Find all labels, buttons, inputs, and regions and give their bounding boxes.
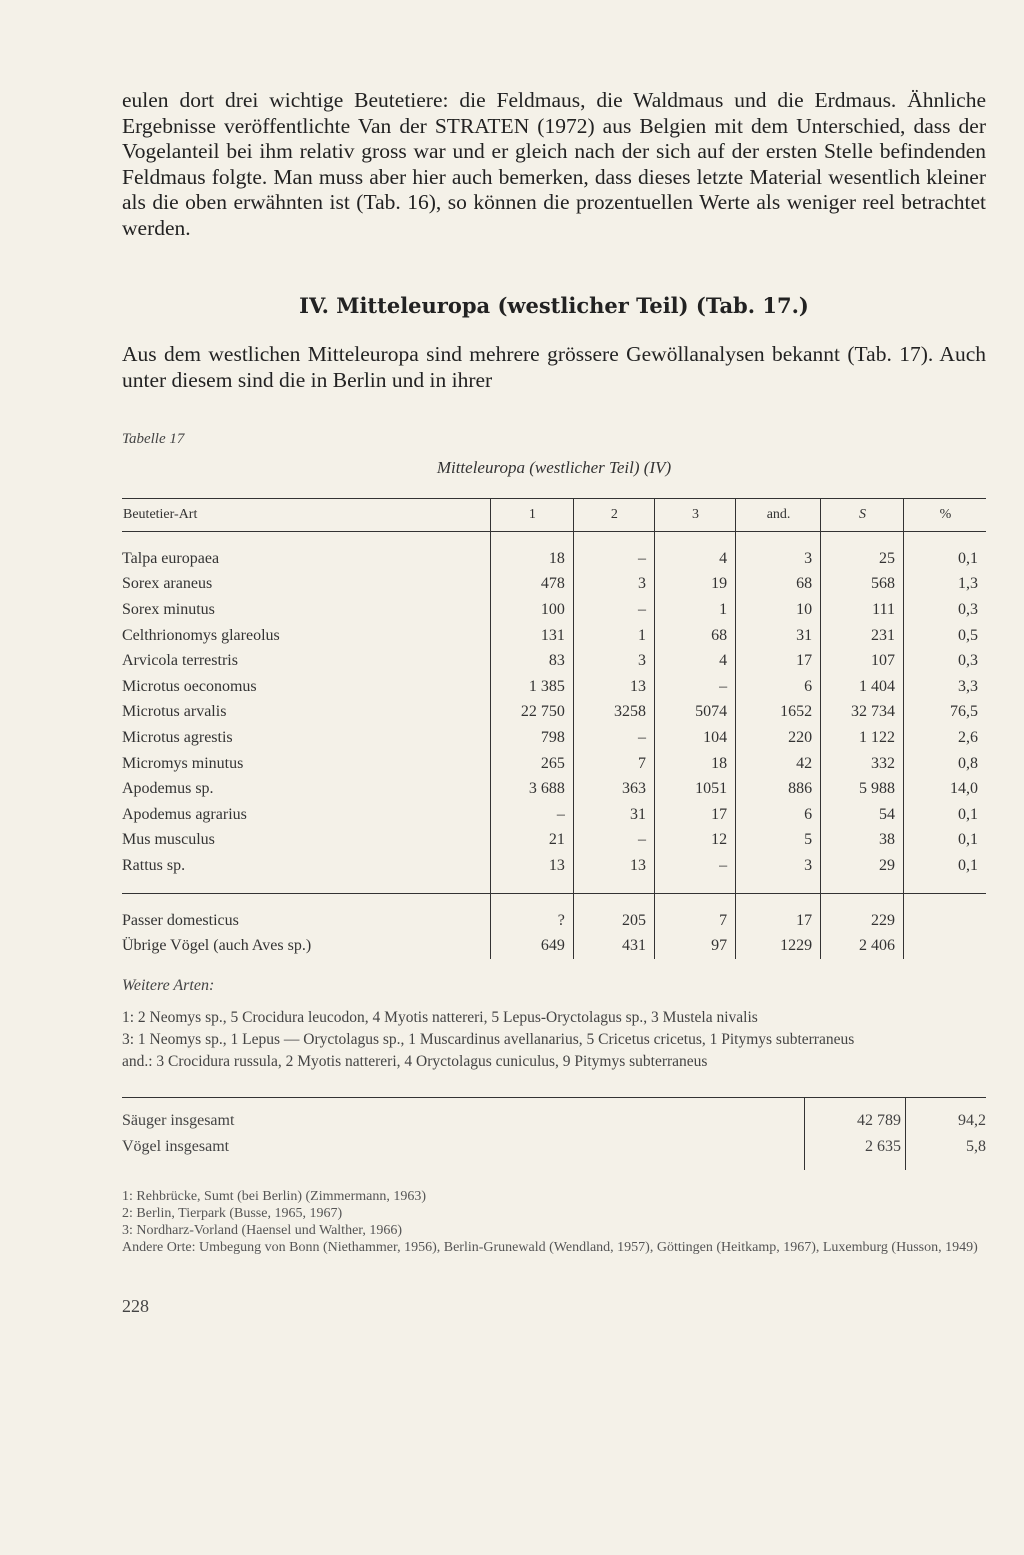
value-cell: 31 <box>573 802 654 828</box>
table-row <box>122 532 986 572</box>
species-name-cell: Mus musculus <box>122 831 215 849</box>
value-cell: – <box>654 674 735 700</box>
value-cell: 265 <box>490 751 573 777</box>
body-paragraph-1: eulen dort drei wichtige Beutetiere: die Feldmaus, die Waldmaus und die Erdmaus. Ähnliche Ergebnisse veröffentlichte Van der STRATEN (1972) aus Belgien mit dem Unterschied, dass der Vogelanteil bei ihm relativ gross war und er gleich nach der sich auf der ersten Stelle befindenden Feldmaus folgte. Man muss aber hier auch bemerken, dass dieses letzte Material wesentlich kleiner als die oben erwähnten ist (Tab. 16), so können die prozentuellen Werte als weniger reel betrachtet werden. <box>122 88 986 240</box>
document-page <box>122 88 986 1317</box>
value-cell: 3 <box>573 572 654 598</box>
value-cell: 18 <box>490 532 573 572</box>
value-cell: 42 <box>736 751 821 777</box>
species-name-cell: Talpa europaea <box>122 549 220 567</box>
value-cell: 0,1 <box>903 802 986 828</box>
header-col-sum: S <box>821 499 904 532</box>
value-cell: – <box>654 853 735 893</box>
species-name-cell: Rattus sp. <box>122 856 186 874</box>
value-cell: 431 <box>573 933 654 959</box>
value-cell: 5074 <box>654 700 735 726</box>
species-name-cell: Apodemus sp. <box>122 780 214 798</box>
value-cell: 3 <box>573 648 654 674</box>
species-name-cell: Sorex araneus <box>122 575 213 593</box>
value-cell: 100 <box>490 597 573 623</box>
species-name-cell: Microtus arvalis <box>122 703 227 721</box>
species-name-cell: Microtus oeconomus <box>122 677 257 695</box>
value-cell: 6 <box>736 674 821 700</box>
value-cell: 3 <box>736 853 821 893</box>
weitere-entry: 3: 1 Neomys sp., 1 Lepus — Oryctolagus sp., 1 Muscardinus avellanarius, 5 Cricetus cricetus, 1 Pitymys subterraneus <box>122 1030 855 1048</box>
table-row <box>122 674 986 700</box>
value-cell: 107 <box>821 648 904 674</box>
species-name-cell: Celthrionomys glareolus <box>122 626 280 644</box>
species-name-cell: Sorex minutus <box>122 600 215 618</box>
value-cell: 1 <box>654 597 735 623</box>
value-cell: 1,3 <box>903 572 986 598</box>
value-cell: 18 <box>654 751 735 777</box>
totals-label: Vögel insgesamt <box>122 1137 230 1155</box>
value-cell: 568 <box>821 572 904 598</box>
value-cell: 3 688 <box>490 776 573 802</box>
value-cell: 1652 <box>736 700 821 726</box>
value-cell: 25 <box>821 532 904 572</box>
header-col-and: and. <box>736 499 821 532</box>
value-cell: 2 406 <box>821 933 904 959</box>
species-name-cell: Micromys minutus <box>122 754 244 772</box>
table-row <box>122 802 986 828</box>
table-row <box>122 572 986 598</box>
value-cell: 68 <box>736 572 821 598</box>
table-row <box>122 700 986 726</box>
footnote: 1: Rehbrücke, Sumt (bei Berlin) (Zimmermann, 1963) <box>122 1188 427 1204</box>
value-cell: 229 <box>821 893 904 933</box>
header-col-1: 1 <box>490 499 573 532</box>
totals-row <box>122 1134 986 1170</box>
value-cell: 17 <box>654 802 735 828</box>
value-cell: 478 <box>490 572 573 598</box>
species-name-cell: Passer domesticus <box>122 893 490 933</box>
value-cell: 3,3 <box>903 674 986 700</box>
body-paragraph-2: Aus dem westlichen Mitteleuropa sind mehrere grössere Gewöllanalysen bekannt (Tab. 17). Auch unter diesem sind die in Berlin und in ihrer <box>122 342 986 392</box>
value-cell: 3 <box>736 532 821 572</box>
species-name-cell: Apodemus agrarius <box>122 805 247 823</box>
value-cell: 38 <box>821 828 904 854</box>
value-cell: – <box>573 828 654 854</box>
value-cell: 0,3 <box>903 597 986 623</box>
table-row <box>122 933 986 959</box>
table-row <box>122 853 986 893</box>
totals-percent: 94,2 <box>906 1097 987 1134</box>
value-cell: – <box>573 725 654 751</box>
value-cell: 231 <box>821 623 904 649</box>
footnote: Andere Orte: Umbegung von Bonn (Niethammer, 1956), Berlin-Grunewald (Wendland, 1957), Göttingen (Heitkamp, 1967), Luxemburg (Husson, 1949) <box>122 1239 978 1255</box>
value-cell: 4 <box>654 648 735 674</box>
value-cell: ? <box>490 893 573 933</box>
prey-table <box>122 498 986 959</box>
section-heading: IV. Mitteleuropa (westlicher Teil) (Tab. 17.) <box>299 293 809 318</box>
value-cell: 104 <box>654 725 735 751</box>
value-cell: 4 <box>654 532 735 572</box>
weitere-arten-list <box>122 1007 986 1073</box>
weitere-entry: and.: 3 Crocidura russula, 2 Myotis nattereri, 4 Oryctolagus cuniculus, 9 Pitymys subterraneus <box>122 1052 708 1070</box>
table-row <box>122 597 986 623</box>
value-cell: 1 404 <box>821 674 904 700</box>
value-cell: 76,5 <box>903 700 986 726</box>
value-cell: 798 <box>490 725 573 751</box>
table-row <box>122 648 986 674</box>
species-name-cell: Übrige Vögel (auch Aves sp.) <box>122 937 312 955</box>
value-cell: 1 <box>573 623 654 649</box>
value-cell: 14,0 <box>903 776 986 802</box>
value-cell: 0,5 <box>903 623 986 649</box>
value-cell: 131 <box>490 623 573 649</box>
value-cell: – <box>490 802 573 828</box>
species-name-cell: Microtus agrestis <box>122 728 233 746</box>
value-cell: 0,1 <box>903 532 986 572</box>
value-cell: 31 <box>736 623 821 649</box>
value-cell: 1051 <box>654 776 735 802</box>
value-cell: 13 <box>573 853 654 893</box>
value-cell: 0,8 <box>903 751 986 777</box>
value-cell: – <box>573 597 654 623</box>
value-cell: 0,3 <box>903 648 986 674</box>
header-col-2: 2 <box>573 499 654 532</box>
table-row <box>122 893 986 933</box>
value-cell: 21 <box>490 828 573 854</box>
value-cell: 12 <box>654 828 735 854</box>
value-cell: 332 <box>821 751 904 777</box>
value-cell: 3258 <box>573 700 654 726</box>
value-cell: 7 <box>654 893 735 933</box>
value-cell: 1 385 <box>490 674 573 700</box>
footnotes <box>122 1188 986 1256</box>
totals-row <box>122 1097 986 1134</box>
value-cell: 205 <box>573 893 654 933</box>
totals-table <box>122 1097 986 1170</box>
value-cell: 54 <box>821 802 904 828</box>
value-cell: 13 <box>490 853 573 893</box>
value-cell: 17 <box>736 648 821 674</box>
value-cell: 19 <box>654 572 735 598</box>
table-row <box>122 623 986 649</box>
value-cell: 68 <box>654 623 735 649</box>
table-label: Tabelle 17 <box>122 431 185 447</box>
value-cell: 97 <box>654 933 735 959</box>
value-cell: 7 <box>573 751 654 777</box>
value-cell: 1229 <box>736 933 821 959</box>
table-row <box>122 828 986 854</box>
footnote: 2: Berlin, Tierpark (Busse, 1965, 1967) <box>122 1205 343 1221</box>
value-cell: 5 988 <box>821 776 904 802</box>
table-title: Mitteleuropa (westlicher Teil) (IV) <box>436 458 672 477</box>
value-cell: 29 <box>821 853 904 893</box>
weitere-arten-label: Weitere Arten: <box>122 976 215 994</box>
page-number: 228 <box>122 1295 149 1316</box>
weitere-entry: 1: 2 Neomys sp., 5 Crocidura leucodon, 4 Myotis nattereri, 5 Lepus-Oryctolagus sp., 3 Mustela nivalis <box>122 1008 758 1026</box>
value-cell: 6 <box>736 802 821 828</box>
value-cell: 22 750 <box>490 700 573 726</box>
value-cell: 220 <box>736 725 821 751</box>
table-header-row <box>122 499 986 532</box>
value-cell: 83 <box>490 648 573 674</box>
value-cell: 0,1 <box>903 828 986 854</box>
value-cell: 2,6 <box>903 725 986 751</box>
value-cell: 13 <box>573 674 654 700</box>
totals-percent: 5,8 <box>906 1134 987 1170</box>
value-cell: 10 <box>736 597 821 623</box>
value-cell: 363 <box>573 776 654 802</box>
value-cell: – <box>573 532 654 572</box>
value-cell: 1 122 <box>821 725 904 751</box>
value-cell: 5 <box>736 828 821 854</box>
header-species: Beutetier-Art <box>122 499 490 532</box>
value-cell: 111 <box>821 597 904 623</box>
value-cell: 886 <box>736 776 821 802</box>
totals-count: 2 635 <box>805 1134 906 1170</box>
table-row <box>122 776 986 802</box>
empty-percent-cell <box>903 933 986 959</box>
value-cell: 649 <box>490 933 573 959</box>
totals-label: Säuger insgesamt <box>122 1111 235 1129</box>
species-name-cell: Arvicola terrestris <box>122 652 238 670</box>
value-cell: 32 734 <box>821 700 904 726</box>
value-cell: 17 <box>736 893 821 933</box>
header-col-3: 3 <box>654 499 735 532</box>
empty-percent-cell <box>903 893 986 933</box>
table-row <box>122 725 986 751</box>
header-col-percent: % <box>903 499 986 532</box>
value-cell: 0,1 <box>903 853 986 893</box>
table-row <box>122 751 986 777</box>
totals-count: 42 789 <box>805 1097 906 1134</box>
footnote: 3: Nordharz-Vorland (Haensel und Walther, 1966) <box>122 1222 403 1238</box>
